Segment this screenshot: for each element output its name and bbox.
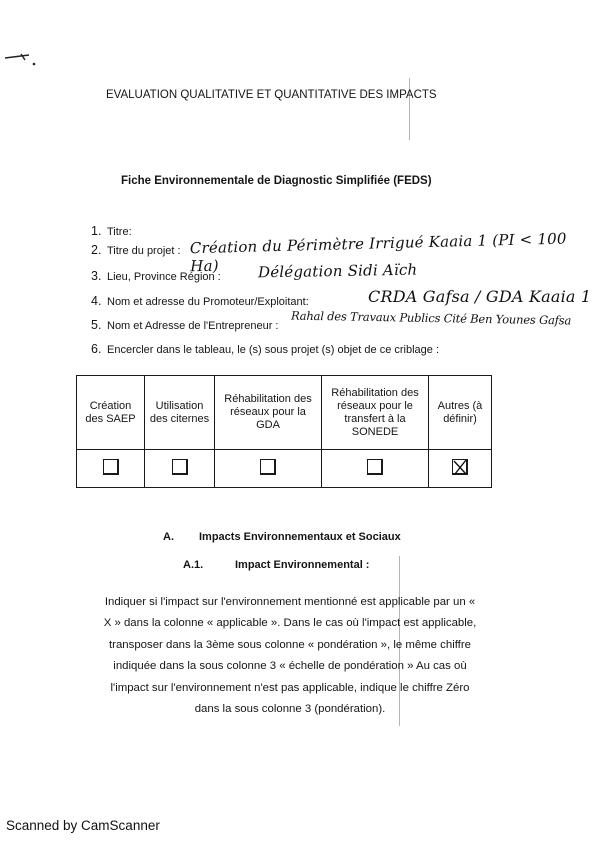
scan-mark [3, 52, 43, 68]
instruction-paragraph [70, 592, 510, 720]
item-number: 6. [91, 342, 102, 356]
subsection-number: A.1. [183, 559, 204, 571]
item-label: Titre du projet : [107, 245, 181, 257]
checkbox-sonede[interactable] [367, 459, 383, 475]
table-cell [429, 450, 492, 488]
page-title: EVALUATION QUALITATIVE ET QUANTITATIVE DES IMPACTS [106, 89, 437, 101]
paragraph-line: l'impact sur l'environnement n'est pas applicable, indique le chiffre Zéro [110, 681, 470, 694]
table-header-cell: Réhabilitation des réseaux pour le transfert à la SONEDE [322, 376, 429, 450]
item-label: Nom et adresse du Promoteur/Exploitant: [107, 296, 309, 308]
paragraph-line: X » dans la colonne « applicable ». Dans le cas où l'impact est applicable, [103, 617, 477, 630]
handwritten-location: Délégation Sidi Aïch [257, 260, 418, 282]
table-header-cell: Création des SAEP [77, 376, 145, 450]
form-item-title [91, 224, 132, 238]
table-header-cell: Réhabilitation des réseaux pour la GDA [215, 376, 322, 450]
item-number: 3. [91, 269, 102, 283]
handwritten-project-title: Création du Périmètre Irrigué Kaaia 1 (PI < 100 Ha) [189, 229, 567, 276]
form-item-project-title [91, 243, 181, 257]
paragraph-line: dans la sous colonne 3 (pondération). [194, 703, 386, 716]
table-cell [215, 450, 322, 488]
item-label: Lieu, Province Région : [107, 271, 221, 283]
table-header-cell: Autres (à définir) [429, 376, 492, 450]
form-item-contractor [91, 318, 278, 332]
checkbox-citernes[interactable] [172, 459, 188, 475]
section-letter: A. [163, 531, 174, 543]
paragraph-line: transposer dans la 3ème sous colonne « pondération », le même chiffre [109, 638, 471, 651]
checkbox-autres[interactable] [452, 459, 468, 475]
table-cell [322, 450, 429, 488]
checkbox-saep[interactable] [103, 459, 119, 475]
form-item-promoter [91, 294, 309, 308]
table-checkbox-row [77, 450, 492, 488]
scan-artifact-line [409, 78, 410, 140]
checkbox-gda[interactable] [260, 459, 276, 475]
item-number: 2. [91, 243, 102, 257]
checkmark-x-icon [452, 459, 469, 476]
section-title: Impacts Environnementaux et Sociaux [199, 531, 401, 543]
table-header-cell: Utilisation des citernes [145, 376, 215, 450]
table-cell [145, 450, 215, 488]
handwritten-contractor: Rahal des Travaux Publics Cité Ben Younes Gafsa [290, 308, 572, 328]
table-header-row [77, 376, 492, 450]
form-item-location [91, 269, 221, 283]
subsection-title: Impact Environnemental : [235, 559, 370, 571]
item-number: 5. [91, 318, 102, 332]
subproject-table [76, 375, 492, 488]
paragraph-line: Indiquer si l'impact sur l'environnement mentionné est applicable par un « [104, 596, 476, 608]
section-heading [163, 531, 401, 543]
handwritten-promoter: CRDA Gafsa / GDA Kaaia 1 [368, 287, 592, 306]
item-number: 4. [91, 294, 102, 308]
paragraph-line: indiquée dans la sous colonne 3 « échelle de pondération » Au cas où [113, 660, 467, 673]
item-label: Encercler dans le tableau, le (s) sous projet (s) objet de ce criblage : [107, 344, 439, 356]
subsection-heading [183, 559, 369, 571]
item-label: Titre: [107, 226, 132, 238]
item-number: 1. [91, 224, 102, 238]
page-subtitle: Fiche Environnementale de Diagnostic Simplifiée (FEDS) [121, 175, 432, 187]
form-item-instruction [91, 342, 439, 356]
item-label: Nom et Adresse de l'Entrepreneur : [107, 320, 279, 332]
scanner-watermark: Scanned by CamScanner [6, 818, 160, 833]
table-cell [77, 450, 145, 488]
